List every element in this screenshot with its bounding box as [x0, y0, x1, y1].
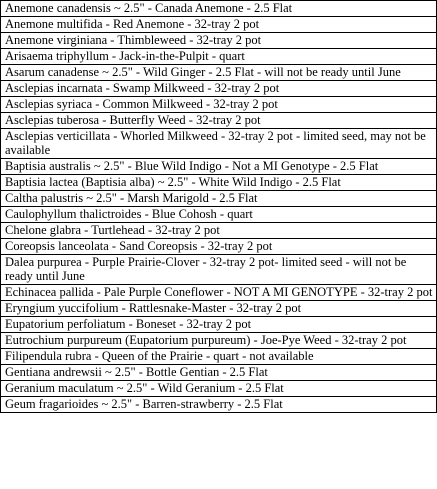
plant-entry: Gentiana andrewsii ~ 2.5" - Bottle Gentian - 2.5 Flat	[1, 365, 437, 381]
plant-entry: Chelone glabra - Turtlehead - 32-tray 2 pot	[1, 223, 437, 239]
plant-entry: Eutrochium purpureum (Eupatorium purpureum) - Joe-Pye Weed - 32-tray 2 pot	[1, 333, 437, 349]
table-row	[1, 49, 437, 65]
plant-entry: Filipendula rubra - Queen of the Prairie - quart - not available	[1, 349, 437, 365]
plant-entry: Coreopsis lanceolata - Sand Coreopsis - 32-tray 2 pot	[1, 239, 437, 255]
table-row	[1, 65, 437, 81]
table-row	[1, 301, 437, 317]
table-row	[1, 159, 437, 175]
table-row	[1, 255, 437, 285]
table-row	[1, 239, 437, 255]
plant-entry: Caltha palustris ~ 2.5" - Marsh Marigold - 2.5 Flat	[1, 191, 437, 207]
plant-entry: Baptisia lactea (Baptisia alba) ~ 2.5" - White Wild Indigo - 2.5 Flat	[1, 175, 437, 191]
table-row	[1, 17, 437, 33]
plant-entry: Asclepias syriaca - Common Milkweed - 32-tray 2 pot	[1, 97, 437, 113]
table-row	[1, 191, 437, 207]
plant-entry: Anemone multifida - Red Anemone - 32-tray 2 pot	[1, 17, 437, 33]
plant-entry: Eupatorium perfoliatum - Boneset - 32-tray 2 pot	[1, 317, 437, 333]
table-row	[1, 129, 437, 159]
plant-entry: Geum fragarioides ~ 2.5" - Barren-strawberry - 2.5 Flat	[1, 397, 437, 413]
plant-entry: Asclepias tuberosa - Butterfly Weed - 32-tray 2 pot	[1, 113, 437, 129]
plant-entry: Asclepias incarnata - Swamp Milkweed - 32-tray 2 pot	[1, 81, 437, 97]
table-row	[1, 81, 437, 97]
plant-entry: Asarum canadense ~ 2.5" - Wild Ginger - 2.5 Flat - will not be ready until June	[1, 65, 437, 81]
plant-entry: Anemone virginiana - Thimbleweed - 32-tray 2 pot	[1, 33, 437, 49]
table-row	[1, 33, 437, 49]
plant-entry: Arisaema triphyllum - Jack-in-the-Pulpit - quart	[1, 49, 437, 65]
plant-entry: Eryngium yuccifolium - Rattlesnake-Master - 32-tray 2 pot	[1, 301, 437, 317]
plant-entry: Baptisia australis ~ 2.5" - Blue Wild Indigo - Not a MI Genotype - 2.5 Flat	[1, 159, 437, 175]
plant-entry: Dalea purpurea - Purple Prairie-Clover - 32-tray 2 pot- limited seed - will not be ready until June	[1, 255, 437, 285]
table-row	[1, 1, 437, 17]
table-row	[1, 175, 437, 191]
plant-entry: Caulophyllum thalictroides - Blue Cohosh - quart	[1, 207, 437, 223]
table-row	[1, 349, 437, 365]
table-row	[1, 317, 437, 333]
table-row	[1, 365, 437, 381]
table-row	[1, 381, 437, 397]
table-row	[1, 113, 437, 129]
plant-entry: Anemone canadensis ~ 2.5" - Canada Anemone - 2.5 Flat	[1, 1, 437, 17]
plant-entry: Asclepias verticillata - Whorled Milkweed - 32-tray 2 pot - limited seed, may not be available	[1, 129, 437, 159]
plant-entry: Geranium maculatum ~ 2.5" - Wild Geranium - 2.5 Flat	[1, 381, 437, 397]
table-row	[1, 333, 437, 349]
table-row	[1, 207, 437, 223]
table-row	[1, 223, 437, 239]
plant-entry: Echinacea pallida - Pale Purple Coneflower - NOT A MI GENOTYPE - 32-tray 2 pot	[1, 285, 437, 301]
table-row	[1, 397, 437, 413]
table-row	[1, 97, 437, 113]
table-row	[1, 285, 437, 301]
